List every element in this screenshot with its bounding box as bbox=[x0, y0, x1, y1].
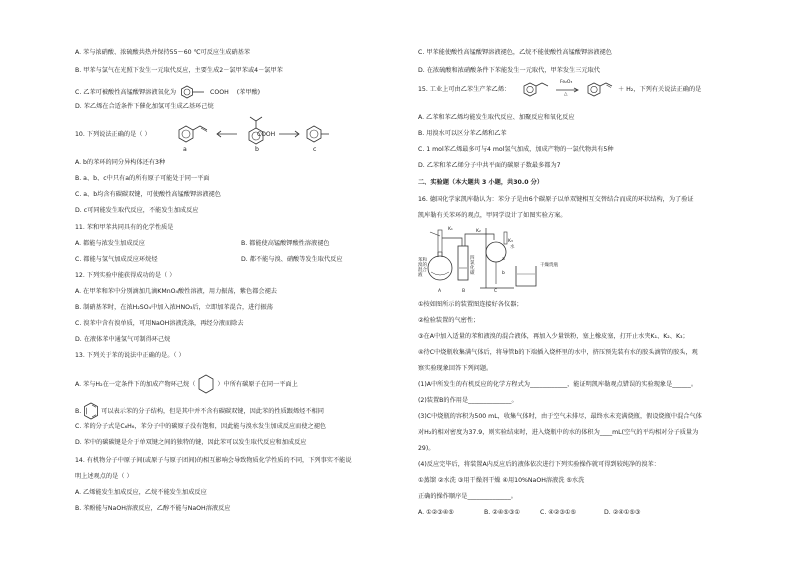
label-C: C bbox=[494, 289, 498, 294]
left-solution-label: 苯和溴的混合液 bbox=[418, 258, 427, 278]
q16-question-4: (4)反应完毕后，将装置A内反应后的液体依次进行下列实验操作就可得到较纯净的溴苯： bbox=[418, 461, 660, 468]
benzene-ring-icon bbox=[180, 85, 206, 99]
q13-a-pre: A. 苯与H₂在一定条件下的加成产物环己烷（ bbox=[75, 381, 196, 388]
q10-stem: 10. 下列说法正确的是（ ） bbox=[75, 131, 151, 138]
q9-c-product: COOH bbox=[210, 89, 229, 96]
molecule-c-label: c bbox=[313, 146, 317, 153]
q10-option-a: A. b的苯环的同分异构体还有3种 bbox=[75, 159, 166, 166]
q13-b-pre: B. bbox=[75, 408, 82, 415]
q15-stem-pre: 15. 工业上可由乙苯生产苯乙烯： bbox=[418, 86, 511, 93]
q14-option-c: C. 甲苯能使酸性高锰酸钾溶液褪色，乙烷不能使酸性高锰酸钾溶液褪色 bbox=[418, 49, 612, 56]
q14-option-d: D. 在浓硫酸和浓硝酸条件下苯能发生一元取代，甲苯发生三元取代 bbox=[418, 67, 600, 74]
kekule-benzene-icon bbox=[83, 402, 99, 420]
q12-option-c: C. 溴苯中含有溴单质，可用NaOH溶液洗涤，再经分液而除去 bbox=[75, 320, 244, 327]
q16-question-3: (3)C中烧瓶的容积为500 mL，收集气体时，由于空气未排尽，最终水未充满烧瓶，假设烧瓶中混合气体 bbox=[418, 413, 702, 420]
q16-choice-d: D. ②④①⑤③ bbox=[604, 509, 641, 516]
styrene-icon bbox=[588, 83, 612, 96]
q13-b-post: 可以表示苯的分子结构，但是其中并不含有碳碳双键，因此苯的性质跟烯烃不相同 bbox=[101, 408, 324, 415]
section-title: 二、实验题（本大题共 3 小题，共30.0 分） bbox=[418, 179, 544, 186]
tube-b-icon bbox=[458, 246, 468, 280]
q14-stem-line1: 14. 有机物分子中原子间(或原子与原子团间)的相互影响会导致物质化学性质的不同，下列事实不能说 bbox=[75, 457, 352, 464]
water-label: 水 bbox=[510, 245, 515, 250]
molecule-c-icon bbox=[307, 126, 329, 142]
q16-step-2: ②检验装置的气密性； bbox=[418, 317, 480, 324]
q16-step-1: ①按如图所示的装置图连接好各仪器； bbox=[418, 301, 523, 308]
q11-option-a: A. 都能与浓发生加成反应 bbox=[75, 240, 145, 247]
q12-option-b: B. 制硝基苯时，在浓H₂SO₄中加入浓HNO₃后，立即加苯混合，进行振荡 bbox=[75, 304, 273, 311]
q16-question-3c: 29)。 bbox=[418, 445, 435, 452]
q16-choice-c: C. ④②③①⑤ bbox=[540, 509, 576, 516]
molecule-c-group: COOH bbox=[257, 131, 276, 138]
q9-c-note: (苯甲酸) bbox=[236, 89, 261, 96]
q16-stem-line1: 16. 德国化学家凯库勒认为：苯分子是由6个碳原子以单双键相互交替结合而成的环状结构，为了验证 bbox=[418, 196, 694, 203]
q9-option-a: A. 苯与浓硝酸、浓硫酸共热并保持55～60 ℃可反应生成硝基苯 bbox=[75, 49, 251, 56]
q13-option-d: D. 苯中的碳碳键是介于单双键之间的独特的键，因此苯可以发生取代反应和加成反应 bbox=[75, 439, 307, 446]
q16-choice-a: A. ①②③④⑤ bbox=[418, 509, 454, 516]
apparatus-diagram bbox=[418, 226, 578, 296]
q11-option-c: C. 都能与氢气加成反应环烷烃 bbox=[75, 256, 158, 263]
q9-option-d: D. 苯乙烯在合适条件下催化加氢可生成乙基环己烷 bbox=[75, 103, 214, 110]
beaker-icon bbox=[516, 266, 536, 286]
q15-condition-top: Fe₂O₃ bbox=[560, 80, 573, 85]
q16-question-2: (2)装置B的作用是______________。 bbox=[418, 397, 518, 404]
q10-option-d: D. c可同能发生取代反应，不能发生加成反应 bbox=[75, 207, 199, 214]
q14-stem-line2: 明上述观点的是（ ） bbox=[75, 473, 133, 480]
flask-c-icon bbox=[480, 228, 514, 288]
q13-a-post: ）中所有碳原子在同一平面上 bbox=[217, 381, 298, 388]
q9-option-c-text: C. 乙苯可被酸性高锰酸钾溶液氧化为 bbox=[75, 89, 177, 96]
q9-option-b: B. 甲苯与氯气在光照下发生一元取代反应，主要生成2－氯甲苯或4－氯甲苯 bbox=[75, 67, 283, 74]
q13-option-c: C. 苯的分子式是C₆H₆，苯分子中的碳原子没有饱和，因此能与溴水发生加成反应而使之褪色 bbox=[75, 423, 327, 430]
molecule-a-icon bbox=[179, 126, 207, 142]
q15-stem-post: ＋ H₂，下列有关说法正确的是 bbox=[618, 86, 702, 93]
q11-stem: 11. 苯和甲苯共同具有的化学性质是 bbox=[75, 224, 174, 231]
q14-option-a: A. 乙烯能发生加成反应，乙烷不能发生加成反应 bbox=[75, 489, 207, 496]
label-B: B bbox=[462, 289, 466, 294]
q15-option-c: C. 1 mol苯乙烯最多可与4 mol氢气加成，加成产物的一氯代物共有5种 bbox=[418, 146, 614, 153]
q14-option-b: B. 苯酚能与NaOH溶液反应，乙醇不能与NaOH溶液反应 bbox=[75, 505, 231, 512]
cyclohexane-icon bbox=[197, 374, 215, 394]
q15-option-a: A. 乙苯和苯乙烯均能发生取代反应、加聚反应和氧化反应 bbox=[418, 114, 575, 121]
q16-step-4: ④待C中烧瓶收集满气体后，将导管b的下端插入烧杯里的水中，挤压预先装有水的胶头滴管的胶头，观 bbox=[418, 349, 698, 356]
q10-option-b: B. a、b、c中只有a的所有原子可能处于同一平面 bbox=[75, 175, 210, 182]
q15-option-b: B. 用溴水可以区分苯乙烯和乙苯 bbox=[418, 130, 507, 137]
q13-stem: 13. 下列关于苯的说法中正确的是。（ ） bbox=[75, 352, 185, 359]
q16-order-prompt: 正确的操作顺序是______________。 bbox=[418, 493, 517, 500]
q15-condition-bottom: △ bbox=[564, 92, 568, 97]
q15-option-d: D. 乙苯和苯乙烯分子中共平面的碳原子数最多都为7 bbox=[418, 162, 561, 169]
q12-stem: 12. 下列实验中能获得成功的是（ ） bbox=[75, 272, 176, 279]
q16-question-3b: 对H₂的相对密度为37.9，则实验结束时，进入烧瓶中的水的体积为____mL(空气的平均相对分子质量为 bbox=[418, 429, 699, 436]
q11-option-b: B. 都能使高锰酸钾酸性溶液褪色 bbox=[241, 240, 330, 247]
tube-label: 四氯化碳 bbox=[470, 256, 475, 276]
q16-choice-b: B. ②④⑤③① bbox=[484, 509, 520, 516]
k2-label: K₂ bbox=[476, 229, 481, 234]
q12-option-a: A. 在甲苯和苯中分别滴加几滴KMnO₄酸性溶液，用力振荡，紫色都会褪去 bbox=[75, 288, 277, 295]
a-label: a bbox=[502, 257, 505, 262]
b-label: b bbox=[502, 271, 505, 276]
q16-operations: ①蒸馏 ②水洗 ③用干燥剂干燥 ④用10%NaOH溶液洗 ⑤水洗 bbox=[418, 477, 585, 484]
flask-a-icon bbox=[428, 230, 452, 280]
q12-option-d: D. 在液体苯中通氢气可制得环己烷 bbox=[75, 336, 171, 343]
q16-step-3: ③在A中加入适量的苯和液溴的混合液体，再加入少量铁粉，塞上橡皮塞，打开止水夹K₁、K₂、K₃； bbox=[418, 333, 689, 340]
q13-option-a bbox=[75, 374, 298, 394]
ethylbenzene-icon bbox=[524, 83, 548, 96]
molecule-b-label: b bbox=[255, 146, 259, 153]
beaker-label: 干燥烧瓶 bbox=[540, 263, 558, 268]
q16-step-4b: 察实验现象回答下列问题。 bbox=[418, 365, 493, 372]
q10-structures-figure bbox=[167, 116, 387, 156]
q11-option-d: D. 都不能与溴、硝酸等发生取代反应 bbox=[241, 256, 343, 263]
q10-option-c: C. a、b均含有碳碳双键，可使酸性高锰酸钾溶液褪色 bbox=[75, 191, 221, 198]
k3-label: K₃ bbox=[508, 239, 513, 244]
k1-label: K₁ bbox=[448, 227, 453, 232]
molecule-a-label: a bbox=[183, 146, 187, 153]
q13-option-b bbox=[75, 402, 324, 420]
q9-option-c bbox=[75, 85, 260, 99]
q16-question-1: (1)A中所发生的有机反应的化学方程式为____________，能证明凯库勒观点错误的实验现象是______。 bbox=[418, 381, 698, 388]
label-A: A bbox=[438, 289, 442, 294]
q16-stem-line2: 凯库勒有关苯环的观点，甲同学设计了如图实验方案。 bbox=[418, 212, 567, 219]
